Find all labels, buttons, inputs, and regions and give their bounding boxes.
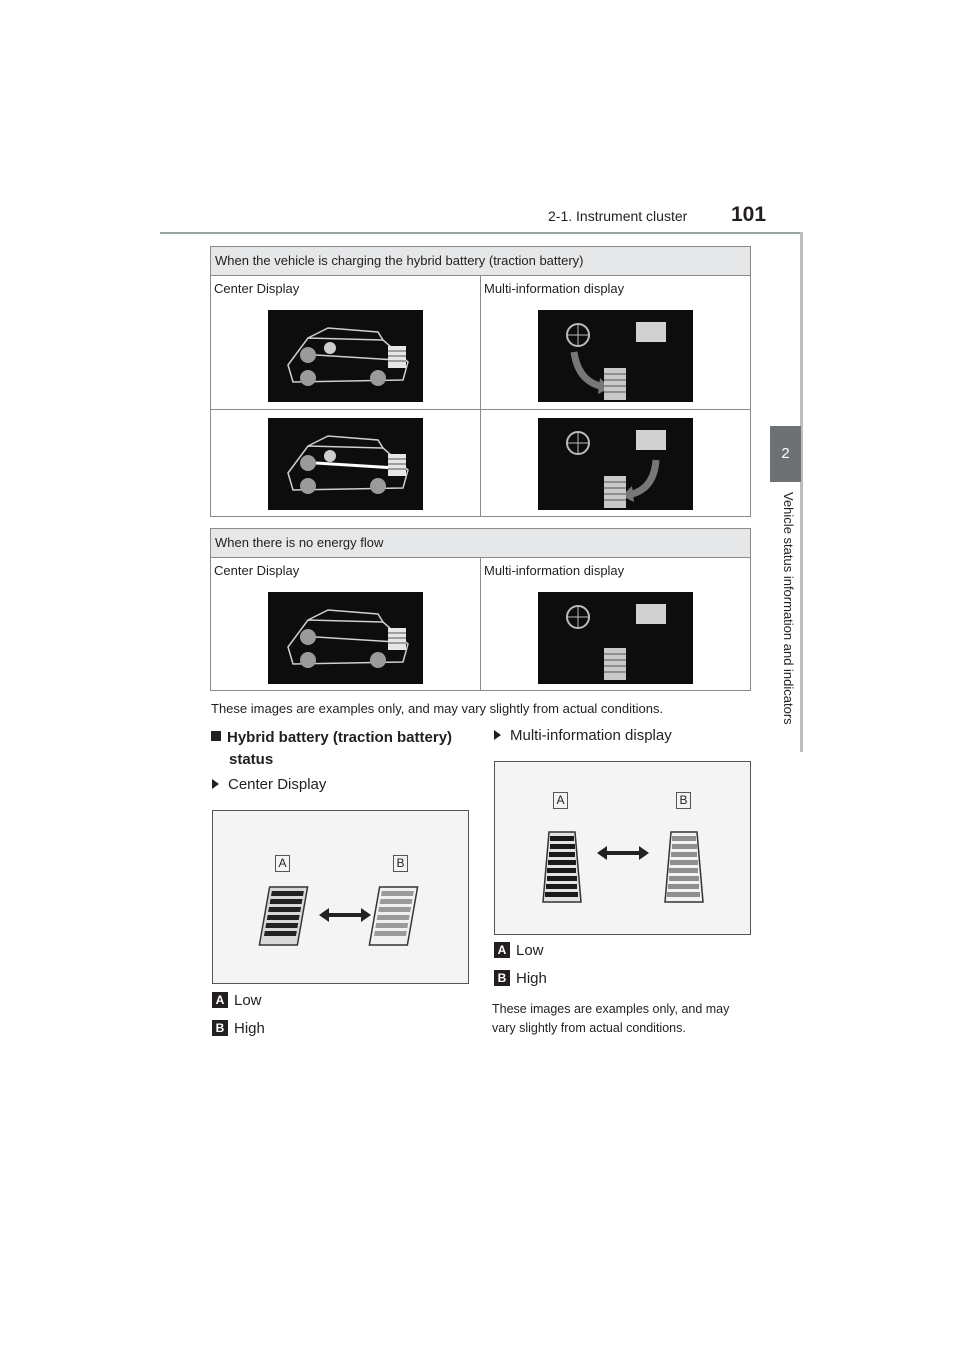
multi-display-image (538, 310, 693, 402)
figure-label-b: B (393, 855, 408, 872)
battery-level-illustration (253, 879, 433, 959)
charging-flow-table (210, 246, 751, 517)
legend-item-b: B High (212, 1020, 265, 1037)
vehicle-energy-image (268, 418, 423, 510)
side-divider (800, 232, 803, 752)
battery-level-illustration (533, 828, 713, 908)
example-note: These images are examples only, and may vary slightly from actual conditions. (211, 701, 664, 716)
vehicle-energy-image (268, 310, 423, 402)
center-display-label: Center Display (212, 776, 326, 793)
column-label-multi: Multi-information display (484, 281, 625, 296)
triangle-bullet-icon (494, 730, 501, 740)
chapter-title: Vehicle status information and indicators (781, 492, 796, 725)
chapter-tab[interactable]: 2 (770, 426, 801, 482)
table-title: When the vehicle is charging the hybrid battery (traction battery) (211, 247, 751, 276)
figure-label-b: B (676, 792, 691, 809)
column-label-multi: Multi-information display (484, 563, 625, 578)
table-title: When there is no energy flow (211, 529, 751, 558)
figure-label-a: A (553, 792, 568, 809)
multi-display-label: Multi-information display (494, 727, 672, 744)
multi-display-image (538, 592, 693, 684)
legend-item-a: A Low (212, 992, 262, 1009)
section-heading: Hybrid battery (traction battery) status (211, 727, 452, 771)
section-title: 2-1. Instrument cluster (548, 208, 688, 224)
triangle-bullet-icon (212, 779, 219, 789)
example-note: These images are examples only, and may vary slightly from actual conditions. (492, 1002, 730, 1035)
legend-badge-b: B (212, 1020, 228, 1036)
vehicle-energy-image (268, 592, 423, 684)
legend-badge-a: A (494, 942, 510, 958)
center-battery-figure (212, 810, 469, 984)
figure-label-a: A (275, 855, 290, 872)
page-number: 101 (731, 203, 767, 226)
column-label-center: Center Display (214, 281, 300, 296)
bullet-square-icon (211, 731, 221, 741)
no-flow-table (210, 528, 751, 691)
legend-item-a: A Low (494, 942, 544, 959)
multi-display-image (538, 418, 693, 510)
legend-badge-a: A (212, 992, 228, 1008)
multi-battery-figure (494, 761, 751, 935)
header-divider (160, 232, 800, 234)
legend-badge-b: B (494, 970, 510, 986)
legend-item-b: B High (494, 970, 547, 987)
column-label-center: Center Display (214, 563, 300, 578)
